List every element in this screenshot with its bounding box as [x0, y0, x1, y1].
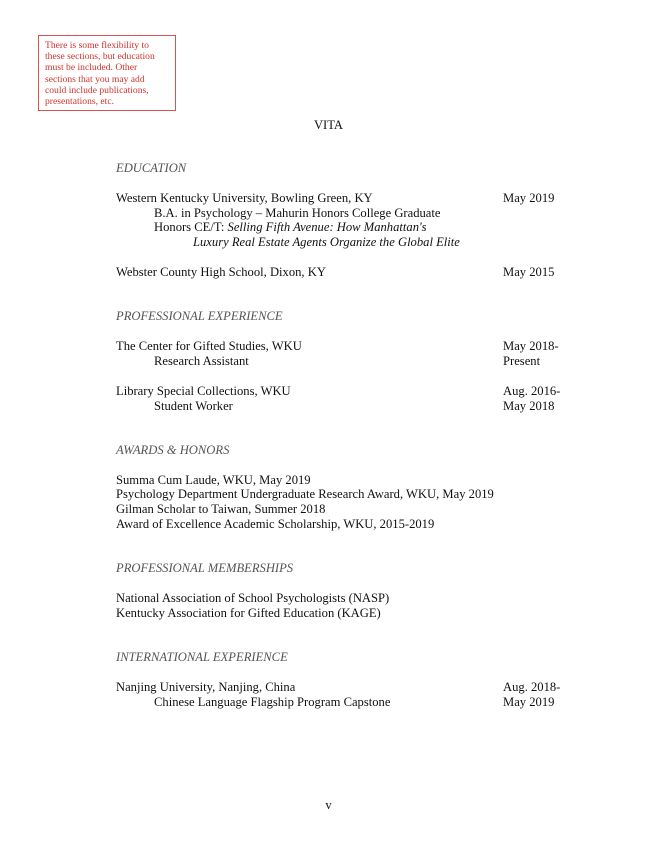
- international-date-end: May 2019: [503, 695, 555, 709]
- award-item: Award of Excellence Academic Scholarship, WKU, 2015-2019: [116, 517, 435, 531]
- note-line: sections that you may add: [45, 73, 145, 85]
- thesis-title-line-1: Selling Fifth Avenue: How Manhattan's: [227, 220, 427, 234]
- experience-org: The Center for Gifted Studies, WKU: [116, 339, 302, 353]
- experience-org: Library Special Collections, WKU: [116, 384, 291, 398]
- experience-heading: PROFESSIONAL EXPERIENCE: [116, 309, 283, 323]
- thesis-title-text: Luxury Real Estate Agents Organize the Global Elite: [193, 235, 460, 249]
- international-date-start: Aug. 2018-: [503, 680, 561, 694]
- experience-role: Student Worker: [154, 399, 233, 413]
- note-line: presentations, etc.: [45, 96, 114, 108]
- experience-role: Research Assistant: [154, 354, 249, 368]
- experience-date-start: May 2018-: [503, 339, 559, 353]
- page-title: VITA: [313, 118, 344, 132]
- education-wku-degree: B.A. in Psychology – Mahurin Honors College Graduate: [154, 206, 441, 220]
- membership-item: National Association of School Psychologists (NASP): [116, 591, 390, 605]
- award-item: Psychology Department Undergraduate Research Award, WKU, May 2019: [116, 487, 494, 501]
- note-line: must be included. Other: [45, 62, 138, 74]
- international-org: Nanjing University, Nanjing, China: [116, 680, 296, 694]
- education-hs-date: May 2015: [503, 265, 555, 279]
- note-line: There is some flexibility to: [45, 40, 149, 51]
- thesis-prefix: Honors CE/T:: [154, 220, 228, 234]
- experience-date-end: Present: [503, 354, 541, 368]
- page-number: v: [325, 798, 332, 812]
- experience-date-start: Aug. 2016-: [503, 384, 561, 398]
- education-wku-institution: Western Kentucky University, Bowling Green, KY: [116, 191, 373, 205]
- award-item: Gilman Scholar to Taiwan, Summer 2018: [116, 502, 326, 516]
- thesis-title-line-2: [193, 235, 460, 250]
- note-line: these sections, but education: [45, 51, 155, 63]
- international-program: Chinese Language Flagship Program Capstone: [154, 695, 391, 709]
- instruction-note: [38, 35, 176, 111]
- education-wku-date: May 2019: [503, 191, 555, 205]
- international-heading: INTERNATIONAL EXPERIENCE: [116, 650, 288, 664]
- award-item: Summa Cum Laude, WKU, May 2019: [116, 473, 311, 487]
- memberships-heading: PROFESSIONAL MEMBERSHIPS: [116, 561, 294, 575]
- education-heading: EDUCATION: [116, 161, 187, 175]
- awards-heading: AWARDS & HONORS: [116, 443, 230, 457]
- note-line: could include publications,: [45, 84, 149, 96]
- education-wku-thesis: [154, 220, 427, 235]
- membership-item: Kentucky Association for Gifted Education (KAGE): [116, 606, 381, 620]
- experience-date-end: May 2018: [503, 399, 555, 413]
- education-hs-institution: Webster County High School, Dixon, KY: [116, 265, 326, 279]
